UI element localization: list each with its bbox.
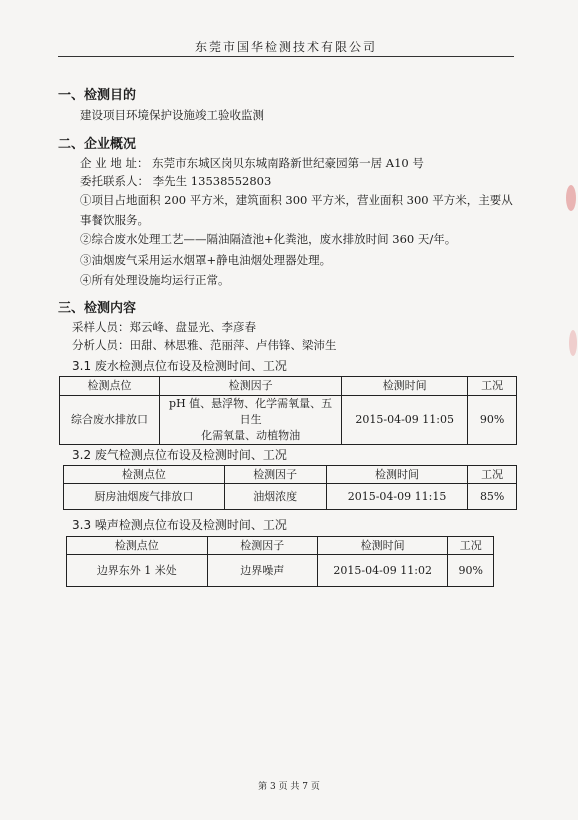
table-row (64, 484, 517, 510)
cell-point: 边界东外 1 米处 (67, 555, 208, 587)
cell-point: 厨房油烟废气排放口 (64, 484, 225, 510)
overview-item-4: ④所有处理设施均运行正常。 (80, 273, 230, 287)
cell-condition: 85% (468, 484, 517, 510)
company-address: 企 业 地 址： 东莞市东城区岗贝东城南路新世纪豪园第一居 A10 号 (80, 156, 424, 170)
table-row (60, 396, 517, 445)
col-header-time: 检测时间 (326, 466, 468, 484)
red-ink-mark (566, 185, 576, 211)
purpose-text: 建设项目环境保护设施竣工验收监测 (80, 108, 264, 122)
table-caption-noise: 3.3 噪声检测点位布设及检测时间、工况 (72, 518, 287, 532)
cell-factor: 油烟浓度 (224, 484, 326, 510)
col-header-point: 检测点位 (60, 377, 160, 396)
cell-condition: 90% (448, 555, 494, 587)
table-caption-wastewater: 3.1 废水检测点位布设及检测时间、工况 (72, 359, 287, 373)
col-header-factor: 检测因子 (224, 466, 326, 484)
col-header-point: 检测点位 (67, 537, 208, 555)
contact-person: 委托联系人： 李先生 13538552803 (80, 174, 272, 188)
page-number: 第 3 页 共 7 页 (258, 782, 320, 792)
cell-factor: 边界噪声 (207, 555, 317, 587)
cell-factor-line1: pH 值、悬浮物、化学需氧量、五日生 (169, 397, 333, 426)
table-row (67, 555, 494, 587)
company-header: 东莞市国华检测技术有限公司 (194, 40, 377, 54)
table-caption-exhaust: 3.2 废气检测点位布设及检测时间、工况 (72, 448, 287, 462)
cell-condition: 90% (468, 396, 517, 445)
overview-item-1-cont: 事餐饮服务。 (80, 213, 149, 227)
cell-time: 2015-04-09 11:15 (326, 484, 468, 510)
overview-item-3: ③油烟废气采用运水烟罩+静电油烟处理器处理。 (80, 253, 332, 267)
col-header-factor: 检测因子 (207, 537, 317, 555)
col-header-condition: 工况 (468, 466, 517, 484)
cell-factor-line2: 化需氧量、动植物油 (201, 429, 301, 442)
exhaust-table (63, 465, 517, 510)
header-divider (58, 56, 514, 57)
samplers: 采样人员：郑云峰、盘显光、李彦春 (72, 320, 256, 334)
red-ink-mark (569, 330, 577, 356)
noise-table (66, 536, 494, 587)
overview-item-2: ②综合废水处理工艺——隔油隔渣池+化粪池，废水排放时间 360 天/年。 (80, 232, 457, 246)
col-header-condition: 工况 (468, 377, 517, 396)
analysts: 分析人员：田甜、林思雅、范丽萍、卢伟锋、梁沛生 (72, 338, 337, 352)
section-title-content: 三、检测内容 (58, 301, 137, 316)
cell-factor (160, 396, 342, 445)
col-header-time: 检测时间 (342, 377, 468, 396)
section-title-purpose: 一、检测目的 (58, 88, 137, 103)
col-header-time: 检测时间 (317, 537, 448, 555)
cell-time: 2015-04-09 11:02 (317, 555, 448, 587)
wastewater-table (59, 376, 517, 445)
section-title-overview: 二、企业概况 (58, 137, 137, 152)
cell-point: 综合废水排放口 (60, 396, 160, 445)
col-header-point: 检测点位 (64, 466, 225, 484)
cell-time: 2015-04-09 11:05 (342, 396, 468, 445)
overview-item-1: ①项目占地面积 200 平方米，建筑面积 300 平方米，营业面积 300 平方米，主要从 (80, 193, 513, 207)
col-header-condition: 工况 (448, 537, 494, 555)
col-header-factor: 检测因子 (160, 377, 342, 396)
